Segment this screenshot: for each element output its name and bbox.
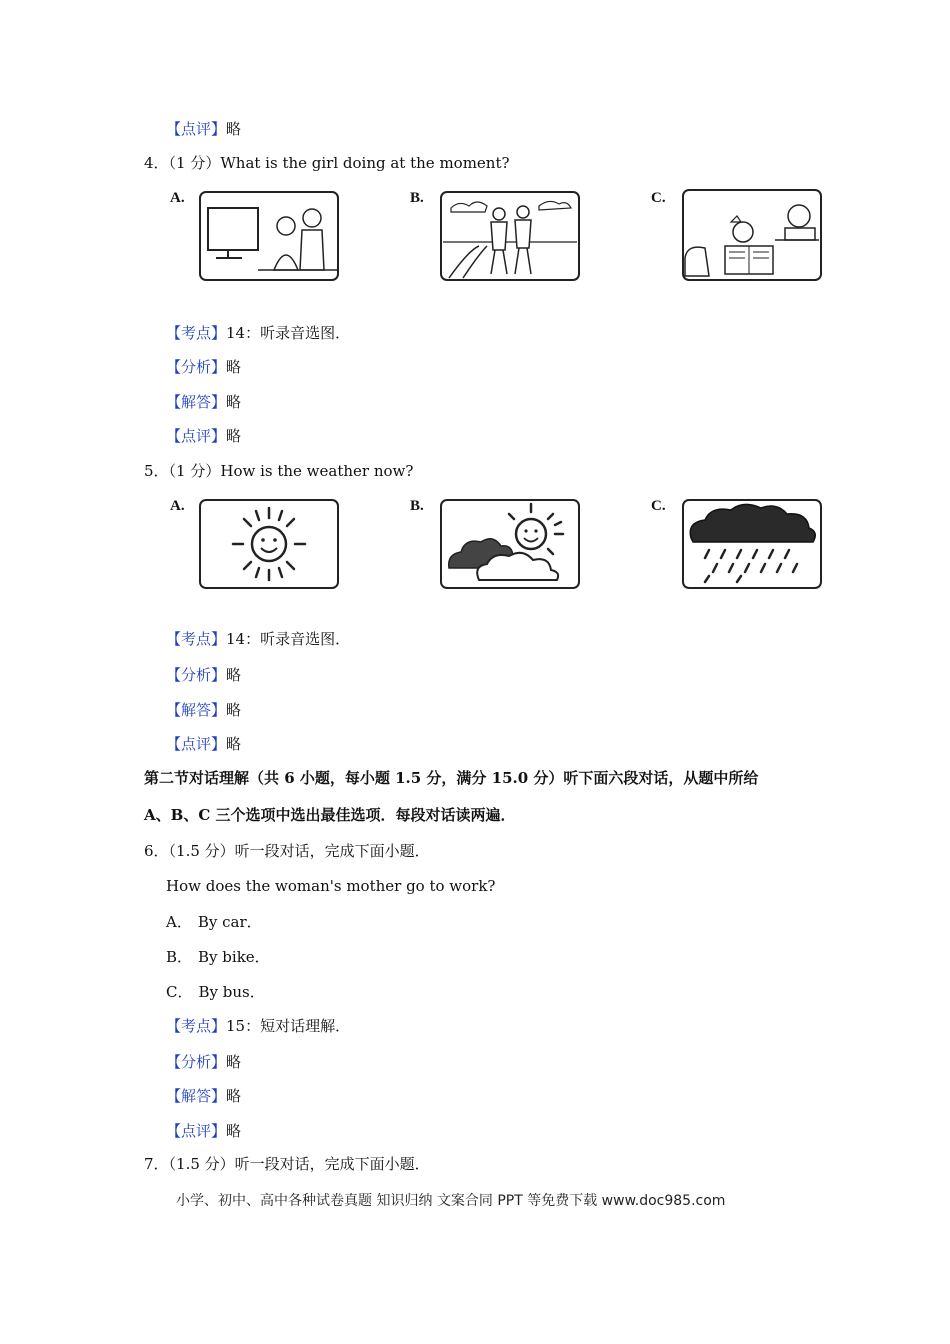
question-number: 7．	[144, 1155, 169, 1173]
question-score: （1 分）	[168, 154, 221, 172]
q4-fenxi-row	[166, 357, 241, 377]
jieda-tag: 【解答】	[166, 1087, 227, 1105]
question-text: How is the weather now?	[220, 462, 414, 480]
kaodian-tag: 【考点】	[166, 1017, 227, 1035]
q4-option-c-image	[681, 188, 823, 282]
kaodian-text: 14：听录音选图．	[226, 324, 351, 342]
question-number: 4．	[144, 154, 169, 172]
q4-jieda-row	[166, 392, 241, 412]
q5-option-a-label: A.	[170, 498, 185, 514]
kaodian-text: 15：短对话理解．	[226, 1017, 351, 1035]
fenxi-tag: 【分析】	[166, 358, 227, 376]
q4-dianping-row	[166, 426, 241, 446]
question-7-stem	[144, 1154, 430, 1174]
kaodian-tag: 【考点】	[166, 324, 227, 342]
q4-kaodian-row	[166, 323, 350, 343]
section-2-heading-line-2: A、B、C 三个选项中选出最佳选项．每段对话读两遍．	[144, 806, 516, 824]
choice-text: By car．	[197, 913, 262, 931]
q6-jieda-row	[166, 1086, 241, 1106]
q4-option-a-image	[198, 190, 340, 282]
q5-option-a-sun-image	[198, 498, 340, 590]
fenxi-text: 略	[226, 666, 242, 684]
q5-option-c-rain-image	[681, 498, 823, 590]
q6-dianping-row	[166, 1121, 241, 1141]
kaodian-tag: 【考点】	[166, 630, 227, 648]
question-instruction: 听一段对话，完成下面小题．	[234, 842, 430, 860]
q4-option-b-image	[439, 190, 581, 282]
q5-kaodian-row	[166, 629, 350, 649]
q6-choice-c	[166, 982, 265, 1002]
question-5-stem	[144, 461, 413, 481]
question-number: 5．	[144, 462, 169, 480]
dianping-text: 略	[226, 1122, 242, 1140]
choice-label: C．	[166, 983, 193, 1001]
question-number: 6．	[144, 842, 169, 860]
dianping-tag: 【点评】	[166, 120, 227, 138]
fenxi-tag: 【分析】	[166, 1053, 227, 1071]
question-4-stem	[144, 153, 510, 173]
q4-option-a-label: A.	[170, 190, 185, 206]
choice-label: B．	[166, 948, 193, 966]
question-6-stem	[144, 841, 430, 861]
q5-option-b-sun-cloud-image	[439, 498, 581, 590]
q6-choice-a	[166, 912, 262, 932]
q5-jieda-row	[166, 700, 241, 720]
q6-kaodian-row	[166, 1016, 350, 1036]
q4-option-b-label: B.	[410, 190, 424, 206]
q5-option-c-label: C.	[651, 498, 666, 514]
q5-fenxi-row	[166, 665, 241, 685]
question-text: What is the girl doing at the moment?	[220, 154, 510, 172]
top-dianping-row	[166, 119, 241, 139]
q5-option-b-label: B.	[410, 498, 424, 514]
q6-choice-b	[166, 947, 270, 967]
jieda-text: 略	[226, 393, 242, 411]
dianping-tag: 【点评】	[166, 427, 227, 445]
fenxi-text: 略	[226, 1053, 242, 1071]
dianping-tag: 【点评】	[166, 735, 227, 753]
question-score: （1.5 分）	[168, 842, 235, 860]
choice-label: A．	[166, 913, 192, 931]
jieda-tag: 【解答】	[166, 393, 227, 411]
dianping-tag: 【点评】	[166, 1122, 227, 1140]
kaodian-text: 14：听录音选图．	[226, 630, 351, 648]
dianping-text: 略	[226, 427, 242, 445]
q4-option-c-label: C.	[651, 190, 666, 206]
question-instruction: 听一段对话，完成下面小题．	[234, 1155, 430, 1173]
jieda-tag: 【解答】	[166, 701, 227, 719]
jieda-text: 略	[226, 1087, 242, 1105]
question-score: （1.5 分）	[168, 1155, 235, 1173]
page-footer-ad: 小学、初中、高中各种试卷真题 知识归纳 文案合同 PPT 等免费下载 www.doc985.com	[176, 1193, 726, 1209]
question-score: （1 分）	[168, 462, 221, 480]
q6-fenxi-row	[166, 1052, 241, 1072]
jieda-text: 略	[226, 701, 242, 719]
section-2-heading-line-1: 第二节对话理解（共 6 小题，每小题 1.5 分，满分 15.0 分）听下面六段对话，从题中所给	[144, 769, 759, 787]
fenxi-text: 略	[226, 358, 242, 376]
question-6-text: How does the woman's mother go to work?	[166, 877, 496, 895]
q5-dianping-row	[166, 734, 241, 754]
choice-text: By bus．	[198, 983, 265, 1001]
dianping-text: 略	[226, 120, 242, 138]
dianping-text: 略	[226, 735, 242, 753]
fenxi-tag: 【分析】	[166, 666, 227, 684]
choice-text: By bike．	[198, 948, 270, 966]
